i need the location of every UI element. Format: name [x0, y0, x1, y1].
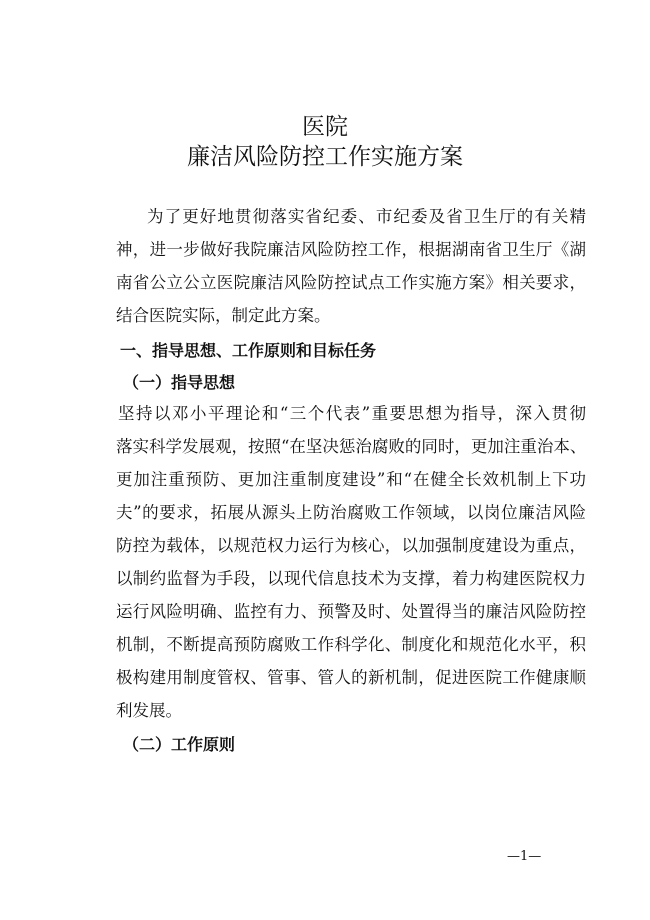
guiding-line-5: 防控为载体，以规范权力运行为核心，以加强制度建设为重点， [116, 536, 586, 555]
guiding-line-1: 坚持以邓小平理论和“三个代表”重要思想为指导，深入贯彻 [118, 404, 586, 423]
guiding-line-2: 落实科学发展观，按照“在坚决惩治腐败的同时，更加注重治本、 [116, 437, 587, 456]
guiding-line-3: 更加注重预防、更加注重制度建设”和“在健全长效机制上下功 [116, 470, 586, 489]
guiding-line-8: 机制，不断提高预防腐败工作科学化、制度化和规范化水平，积 [116, 635, 586, 654]
guiding-line-10: 利发展。 [116, 701, 182, 720]
intro-line-3: 南省公立公立医院廉洁风险防控试点工作实施方案》相关要求， [116, 273, 586, 292]
intro-line-1: 为了更好地贯彻落实省纪委、市纪委及省卫生厅的有关精 [147, 207, 586, 226]
guiding-line-9: 极构建用制度管权、管事、管人的新机制，促进医院工作健康顺 [116, 668, 586, 687]
subsection-heading-work-principles: （二）工作原则 [123, 735, 236, 754]
guiding-line-7: 运行风险明确、监控有力、预警及时、处置得当的廉洁风险防控 [116, 602, 586, 621]
guiding-line-6: 以制约监督为手段，以现代信息技术为支撑，着力构建医院权力 [116, 569, 586, 588]
subsection-heading-guiding-ideology: （一）指导思想 [123, 373, 236, 392]
section-heading: 一、指导思想、工作原则和目标任务 [120, 341, 377, 360]
page-number: —1— [507, 849, 542, 864]
document-title-line-2: 廉洁风险防控工作实施方案 [187, 144, 463, 170]
intro-line-4: 结合医院实际，制定此方案。 [116, 306, 331, 325]
guiding-line-4: 夫”的要求，拓展从源头上防治腐败工作领域，以岗位廉洁风险 [116, 503, 586, 522]
intro-line-2: 神，进一步做好我院廉洁风险防控工作，根据湖南省卫生厅《湖 [116, 240, 586, 259]
document-title-line-1: 医院 [302, 114, 348, 140]
